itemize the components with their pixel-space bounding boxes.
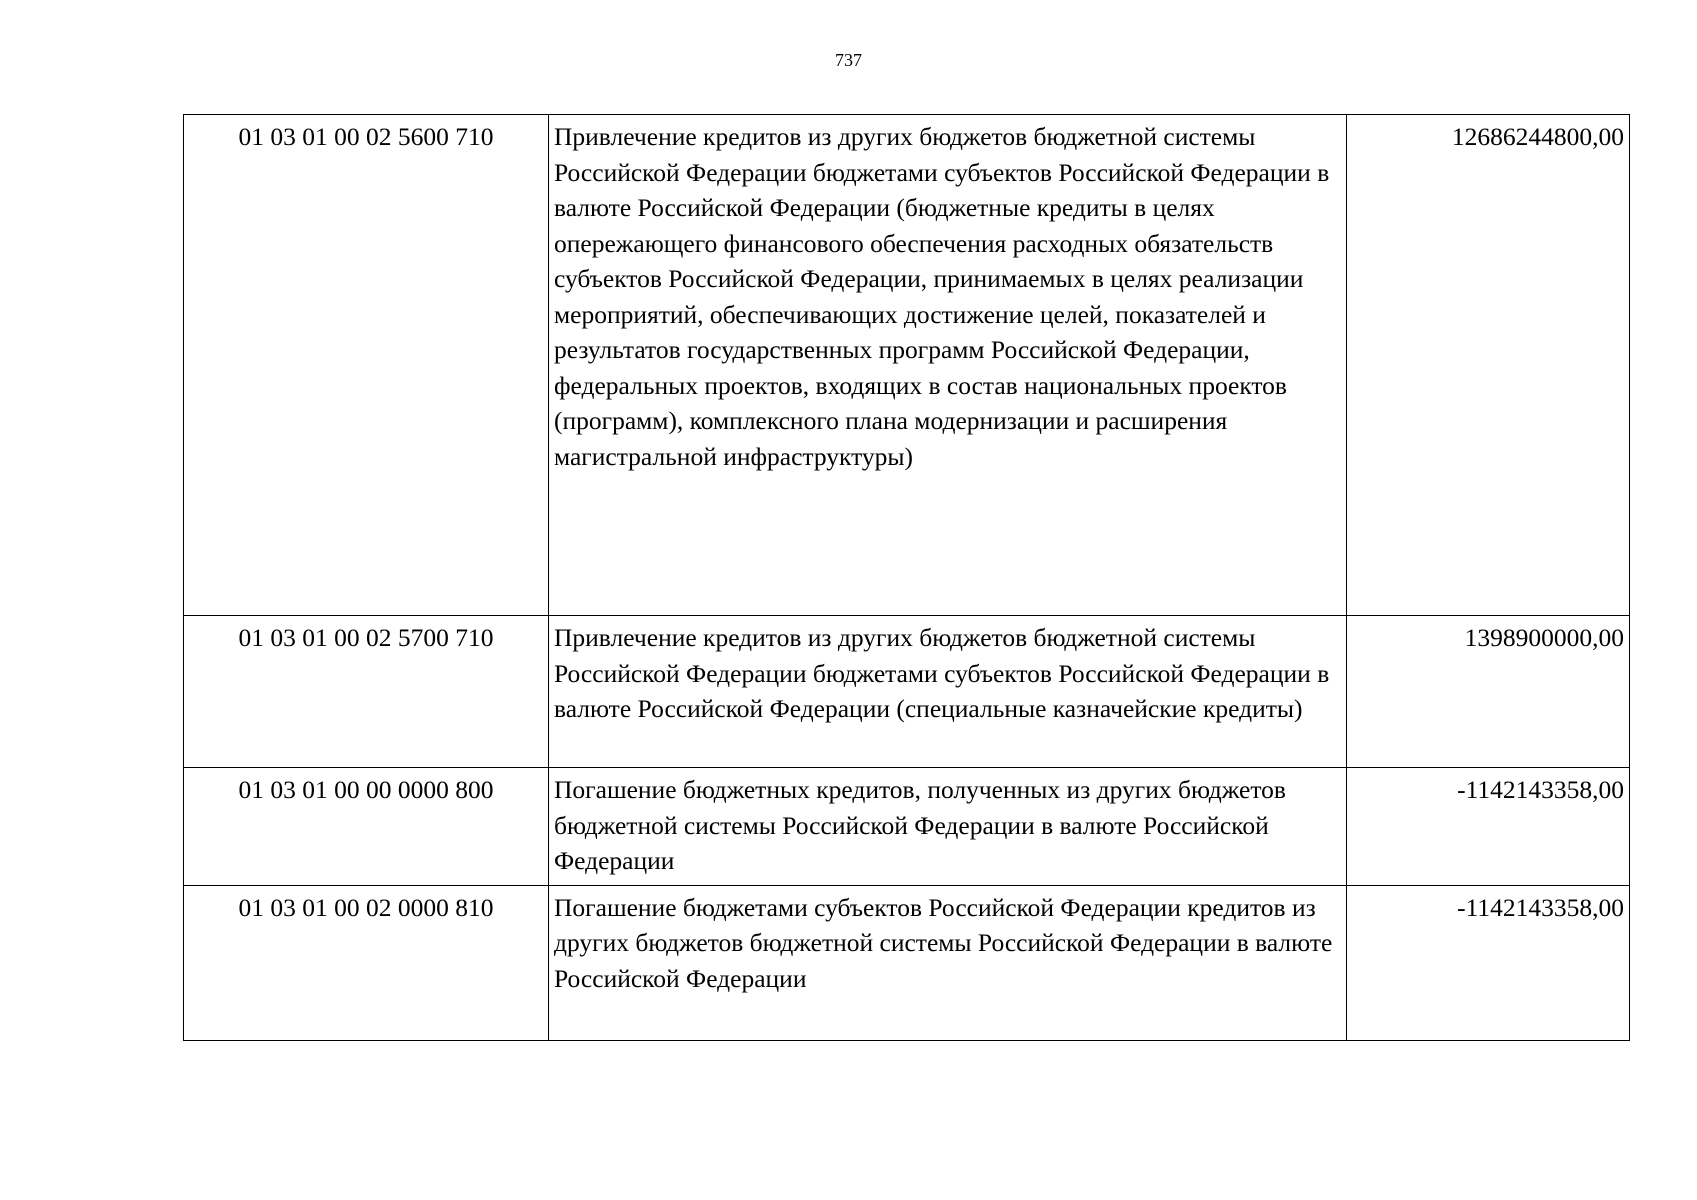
row-description: Погашение бюджетных кредитов, полученных из других бюджетов бюджетной системы Российской Федерации в валюте Российской Федерации — [549, 768, 1347, 886]
classification-code: 01 03 01 00 02 0000 810 — [184, 885, 549, 1040]
table-row — [184, 115, 1630, 616]
row-description: Погашение бюджетами субъектов Российской Федерации кредитов из других бюджетов бюджетной системы Российской Федерации в валюте Российской Федерации — [549, 885, 1347, 1040]
row-amount: -1142143358,00 — [1347, 885, 1630, 1040]
row-amount: 12686244800,00 — [1347, 115, 1630, 616]
table-row — [184, 768, 1630, 886]
row-amount: 1398900000,00 — [1347, 616, 1630, 768]
table-row — [184, 885, 1630, 1040]
budget-sources-table — [183, 114, 1630, 1041]
row-description: Привлечение кредитов из других бюджетов бюджетной системы Российской Федерации бюджетами субъектов Российской Федерации в валюте Российской Федерации (специальные казначейские кредиты) — [549, 616, 1347, 768]
page-number: 737 — [835, 50, 862, 70]
table-row — [184, 616, 1630, 768]
row-description: Привлечение кредитов из других бюджетов бюджетной системы Российской Федерации бюджетами субъектов Российской Федерации в валюте Российской Федерации (бюджетные кредиты в целях опережающего финансового обеспечения расходных обязательств субъектов Российской Федерации, принимаемых в целях реализации мероприятий, обеспечивающих достижение целей, показателей и результатов государственных программ Российской Федерации, федеральных проектов, входящих в состав национальных проектов (программ), комплексного плана модернизации и расширения магистральной инфраструктуры) — [549, 115, 1347, 616]
classification-code: 01 03 01 00 02 5600 710 — [184, 115, 549, 616]
classification-code: 01 03 01 00 02 5700 710 — [184, 616, 549, 768]
row-amount: -1142143358,00 — [1347, 768, 1630, 886]
classification-code: 01 03 01 00 00 0000 800 — [184, 768, 549, 886]
